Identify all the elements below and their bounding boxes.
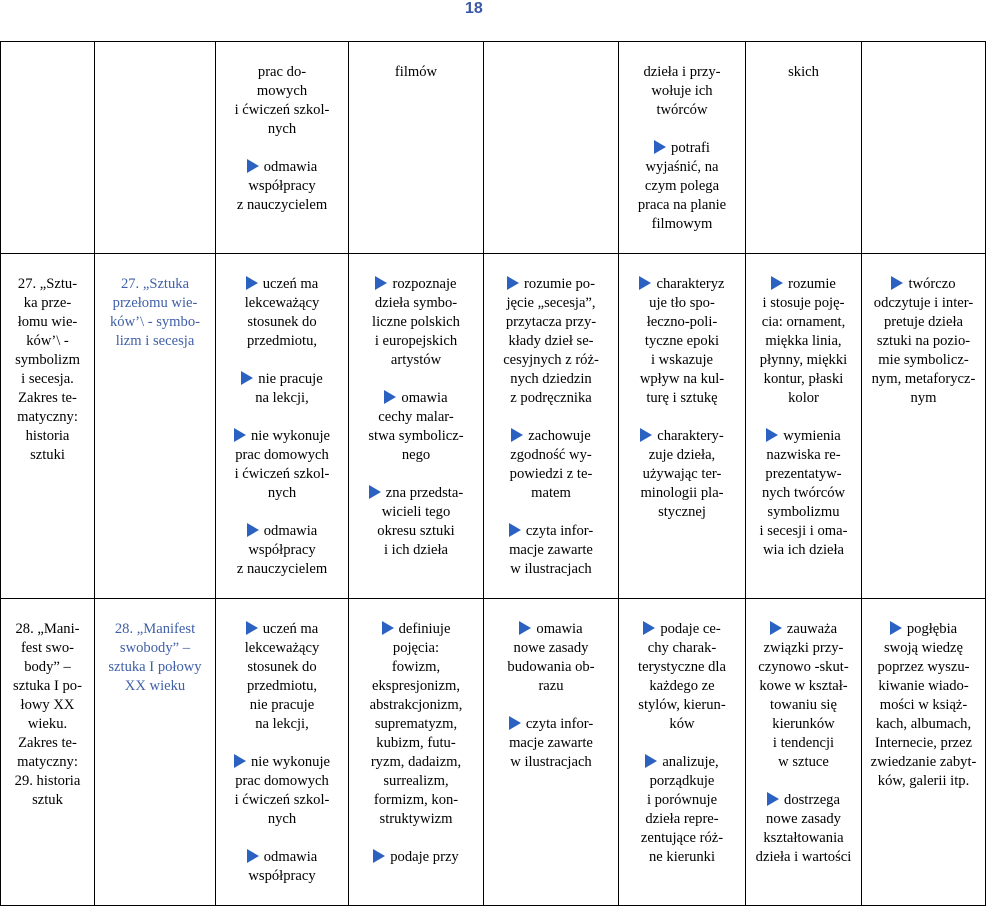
- text-block: skich: [788, 64, 819, 80]
- text-block: zauważa związki przy- czynowo -skut- kowe w kształ- towaniu się kierunków i tendencji w sztuce: [758, 621, 849, 770]
- text-block: czyta infor- macje zawarte w ilustracjach: [509, 716, 594, 770]
- arrow-bullet-icon: [509, 523, 521, 537]
- arrow-bullet-icon: [507, 276, 519, 290]
- cell-grade1-top: [216, 42, 349, 254]
- arrow-bullet-icon: [767, 792, 779, 806]
- text-block: czyta infor- macje zawarte w ilustracjach: [509, 523, 594, 577]
- cell-topic2-empty: [95, 42, 216, 254]
- cell-grade2-low: [349, 599, 484, 906]
- text-block: charaktery- zuje dzieła, używając ter- minologii pla- stycznej: [640, 428, 724, 520]
- requirements-table: [0, 41, 986, 906]
- arrow-bullet-icon: [382, 621, 394, 635]
- text-block: charakteryz uje tło spo- łeczno-poli- tyczne epoki i wskazuje wpływ na kul- turę i sztukę: [639, 276, 725, 406]
- text-block: rozpoznaje dzieła symbo- liczne polskich i europejskich artystów: [372, 276, 460, 368]
- cell-topic-empty: [1, 42, 95, 254]
- arrow-bullet-icon: [509, 716, 521, 730]
- topic-title: 27. „Sztuka przełomu wie- ków’\ - symbo- lizm i secesja: [110, 276, 200, 349]
- arrow-bullet-icon: [373, 849, 385, 863]
- cell-topic28: [1, 599, 95, 906]
- cell-grade4-low: [619, 599, 746, 906]
- topic-text: 28. „Mani- fest swo- body” – sztuka I po- łowy XX wieku. Zakres te- matyczny: 29. historia sztuk: [13, 621, 82, 808]
- arrow-bullet-icon: [766, 428, 778, 442]
- text-block: nie wykonuje prac domowych i ćwiczeń szkol- nych: [234, 754, 331, 827]
- cell-grade6-mid: [862, 254, 986, 599]
- text-block: odmawia współpracy: [248, 849, 318, 884]
- arrow-bullet-icon: [234, 428, 246, 442]
- cell-topic28-title: [95, 599, 216, 906]
- text-block: dostrzega nowe zasady kształtowania dzieła i wartości: [755, 792, 852, 865]
- table-row: [1, 599, 986, 906]
- text-block: odmawia współpracy z nauczycielem: [236, 159, 328, 213]
- arrow-bullet-icon: [771, 276, 783, 290]
- cell-grade3-top: [484, 42, 619, 254]
- text-block: prac do- mowych i ćwiczeń szkol- nych: [234, 64, 330, 137]
- cell-grade6-low: [862, 599, 986, 906]
- cell-grade2-mid: [349, 254, 484, 599]
- arrow-bullet-icon: [639, 276, 651, 290]
- cell-grade3-low: [484, 599, 619, 906]
- cell-grade1-mid: [216, 254, 349, 599]
- arrow-bullet-icon: [645, 754, 657, 768]
- cell-grade1-low: [216, 599, 349, 906]
- arrow-bullet-icon: [654, 140, 666, 154]
- cell-grade5-top: [746, 42, 862, 254]
- text-block: filmów: [394, 64, 438, 80]
- arrow-bullet-icon: [247, 159, 259, 173]
- cell-topic27-title: [95, 254, 216, 599]
- arrow-bullet-icon: [246, 621, 258, 635]
- text-block: odmawia współpracy z nauczycielem: [236, 523, 328, 577]
- table-row: [1, 42, 986, 254]
- text-block: uczeń ma lekceważący stosunek do przedmiotu,: [244, 276, 320, 349]
- text-block: uczeń ma lekceważący stosunek do przedmiotu, nie pracuje na lekcji,: [244, 621, 320, 732]
- arrow-bullet-icon: [241, 371, 253, 385]
- arrow-bullet-icon: [890, 621, 902, 635]
- text-block: rozumie i stosuje poję- cia: ornament, miękka linia, płynny, miękki kontur, płaski kolor: [759, 276, 848, 406]
- text-block: twórczo odczytuje i inter- pretuje dzieła sztuki na pozio- mie symbolicz- nym, metaforycz- nym: [871, 276, 976, 406]
- text-block: wymienia nazwiska re- prezentatyw- nych twórców symbolizmu i secesji i oma- wia ich dzieła: [759, 428, 848, 558]
- table-row: [1, 254, 986, 599]
- page-number: 18: [465, 0, 483, 17]
- cell-grade2-top: [349, 42, 484, 254]
- text-block: potrafi wyjaśnić, na czym polega praca na planie filmowym: [637, 140, 727, 232]
- text-block: pogłębia swoją wiedzę poprzez wyszu- kiwanie wiado- mości w książ- kach, albumach, Internecie, przez zwiedzanie zabyt- ków, galerii itp.: [870, 621, 977, 789]
- arrow-bullet-icon: [369, 485, 381, 499]
- text-block: omawia nowe zasady budowania ob- razu: [507, 621, 595, 694]
- arrow-bullet-icon: [234, 754, 246, 768]
- arrow-bullet-icon: [891, 276, 903, 290]
- text-block: podaje ce- chy charak- terystyczne dla każdego ze stylów, kierun- ków: [638, 621, 726, 732]
- text-block: zachowuje zgodność wy- powiedzi z te- matem: [509, 428, 593, 501]
- arrow-bullet-icon: [375, 276, 387, 290]
- cell-grade3-mid: [484, 254, 619, 599]
- cell-grade4-mid: [619, 254, 746, 599]
- cell-grade5-mid: [746, 254, 862, 599]
- text-block: definiuje pojęcia: fowizm, ekspresjonizm, abstrakcjonizm, suprematyzm, kubizm, futu- ryzm, dadaizm, surrealizm, formizm, kon- struktywizm: [369, 621, 463, 827]
- arrow-bullet-icon: [247, 523, 259, 537]
- arrow-bullet-icon: [511, 428, 523, 442]
- text-block: nie wykonuje prac domowych i ćwiczeń szkol- nych: [234, 428, 331, 501]
- arrow-bullet-icon: [640, 428, 652, 442]
- text-block: zna przedsta- wicieli tego okresu sztuki i ich dzieła: [377, 485, 464, 558]
- cell-topic27: [1, 254, 95, 599]
- arrow-bullet-icon: [247, 849, 259, 863]
- text-block: nie pracuje na lekcji,: [255, 371, 323, 406]
- topic-text: 27. „Sztu- ka prze- łomu wie- ków’\ - symbolizm i secesja. Zakres te- matyczny: historia sztuki: [15, 276, 80, 463]
- cell-grade4-top: [619, 42, 746, 254]
- topic-title: 28. „Manifest swobody” – sztuka I połowy XX wieku: [108, 621, 202, 694]
- text-block: analizuje, porządkuje i porównuje dzieła repre- zentujące róż- ne kierunki: [640, 754, 724, 865]
- text-block: podaje przy: [390, 849, 459, 865]
- text-block: omawia cechy malar- stwa symbolicz- nego: [368, 390, 464, 463]
- arrow-bullet-icon: [770, 621, 782, 635]
- text-block: dzieła i przy- wołuje ich twórców: [643, 64, 721, 118]
- arrow-bullet-icon: [246, 276, 258, 290]
- arrow-bullet-icon: [384, 390, 396, 404]
- text-block: rozumie po- jęcie „secesja”, przytacza przy- kłady dzieł se- cesyjnych z róż- nych dziedzin z podręcznika: [503, 276, 599, 406]
- cell-grade5-low: [746, 599, 862, 906]
- arrow-bullet-icon: [643, 621, 655, 635]
- arrow-bullet-icon: [519, 621, 531, 635]
- cell-grade6-top: [862, 42, 986, 254]
